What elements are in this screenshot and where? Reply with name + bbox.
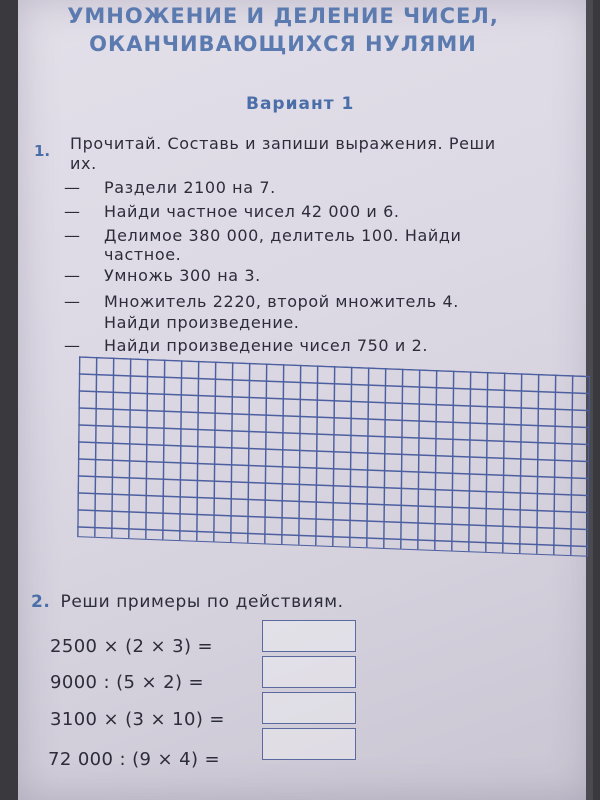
example-4-expression: 72 000 : (9 × 4) = xyxy=(48,749,220,770)
example-4-answer-box[interactable] xyxy=(262,728,356,760)
example-3-answer-box[interactable] xyxy=(262,692,356,724)
variant-heading: Вариант 1 xyxy=(246,94,355,114)
title-line-2: ОКАНЧИВАЮЩИХСЯ НУЛЯМИ xyxy=(89,32,477,56)
task1-instruction-line1: Прочитай. Составь и запиши выражения. Реши xyxy=(70,134,496,153)
item4-dash: — xyxy=(64,266,80,285)
example-3-expression: 3100 × (3 × 10) = xyxy=(50,709,225,730)
item6-text: Найди произведение чисел 750 и 2. xyxy=(104,336,429,355)
item1-text: Раздели 2100 на 7. xyxy=(104,178,276,197)
item1-dash: — xyxy=(64,178,80,197)
item2-dash: — xyxy=(64,202,80,221)
item5-text-line1: Множитель 2220, второй множитель 4. xyxy=(104,292,459,311)
answer-grid[interactable] xyxy=(77,356,590,557)
example-2-answer-box[interactable] xyxy=(262,656,356,688)
example-1-expression: 2500 × (2 × 3) = xyxy=(50,636,214,657)
item6-dash: — xyxy=(64,336,80,355)
task2-number: 2. xyxy=(31,592,51,612)
task1-instruction-line2: их. xyxy=(70,154,97,173)
task2-instruction: Реши примеры по действиям. xyxy=(60,592,344,612)
item5-dash: — xyxy=(64,292,80,311)
item5-text-line2: Найди произведение. xyxy=(104,313,300,332)
workbook-page xyxy=(18,0,593,800)
task1-number: 1. xyxy=(34,142,51,160)
item2-text: Найди частное чисел 42 000 и 6. xyxy=(104,202,400,221)
item3-dash: — xyxy=(64,226,80,245)
title-line-1: УМНОЖЕНИЕ И ДЕЛЕНИЕ ЧИСЕЛ, xyxy=(67,4,499,28)
example-1-answer-box[interactable] xyxy=(262,620,356,652)
example-2-expression: 9000 : (5 × 2) = xyxy=(50,672,204,693)
item4-text: Умножь 300 на 3. xyxy=(104,266,261,285)
item3-text-line2: частное. xyxy=(104,245,182,264)
item3-text-line1: Делимое 380 000, делитель 100. Найди xyxy=(104,226,462,245)
task2-heading xyxy=(31,592,344,612)
